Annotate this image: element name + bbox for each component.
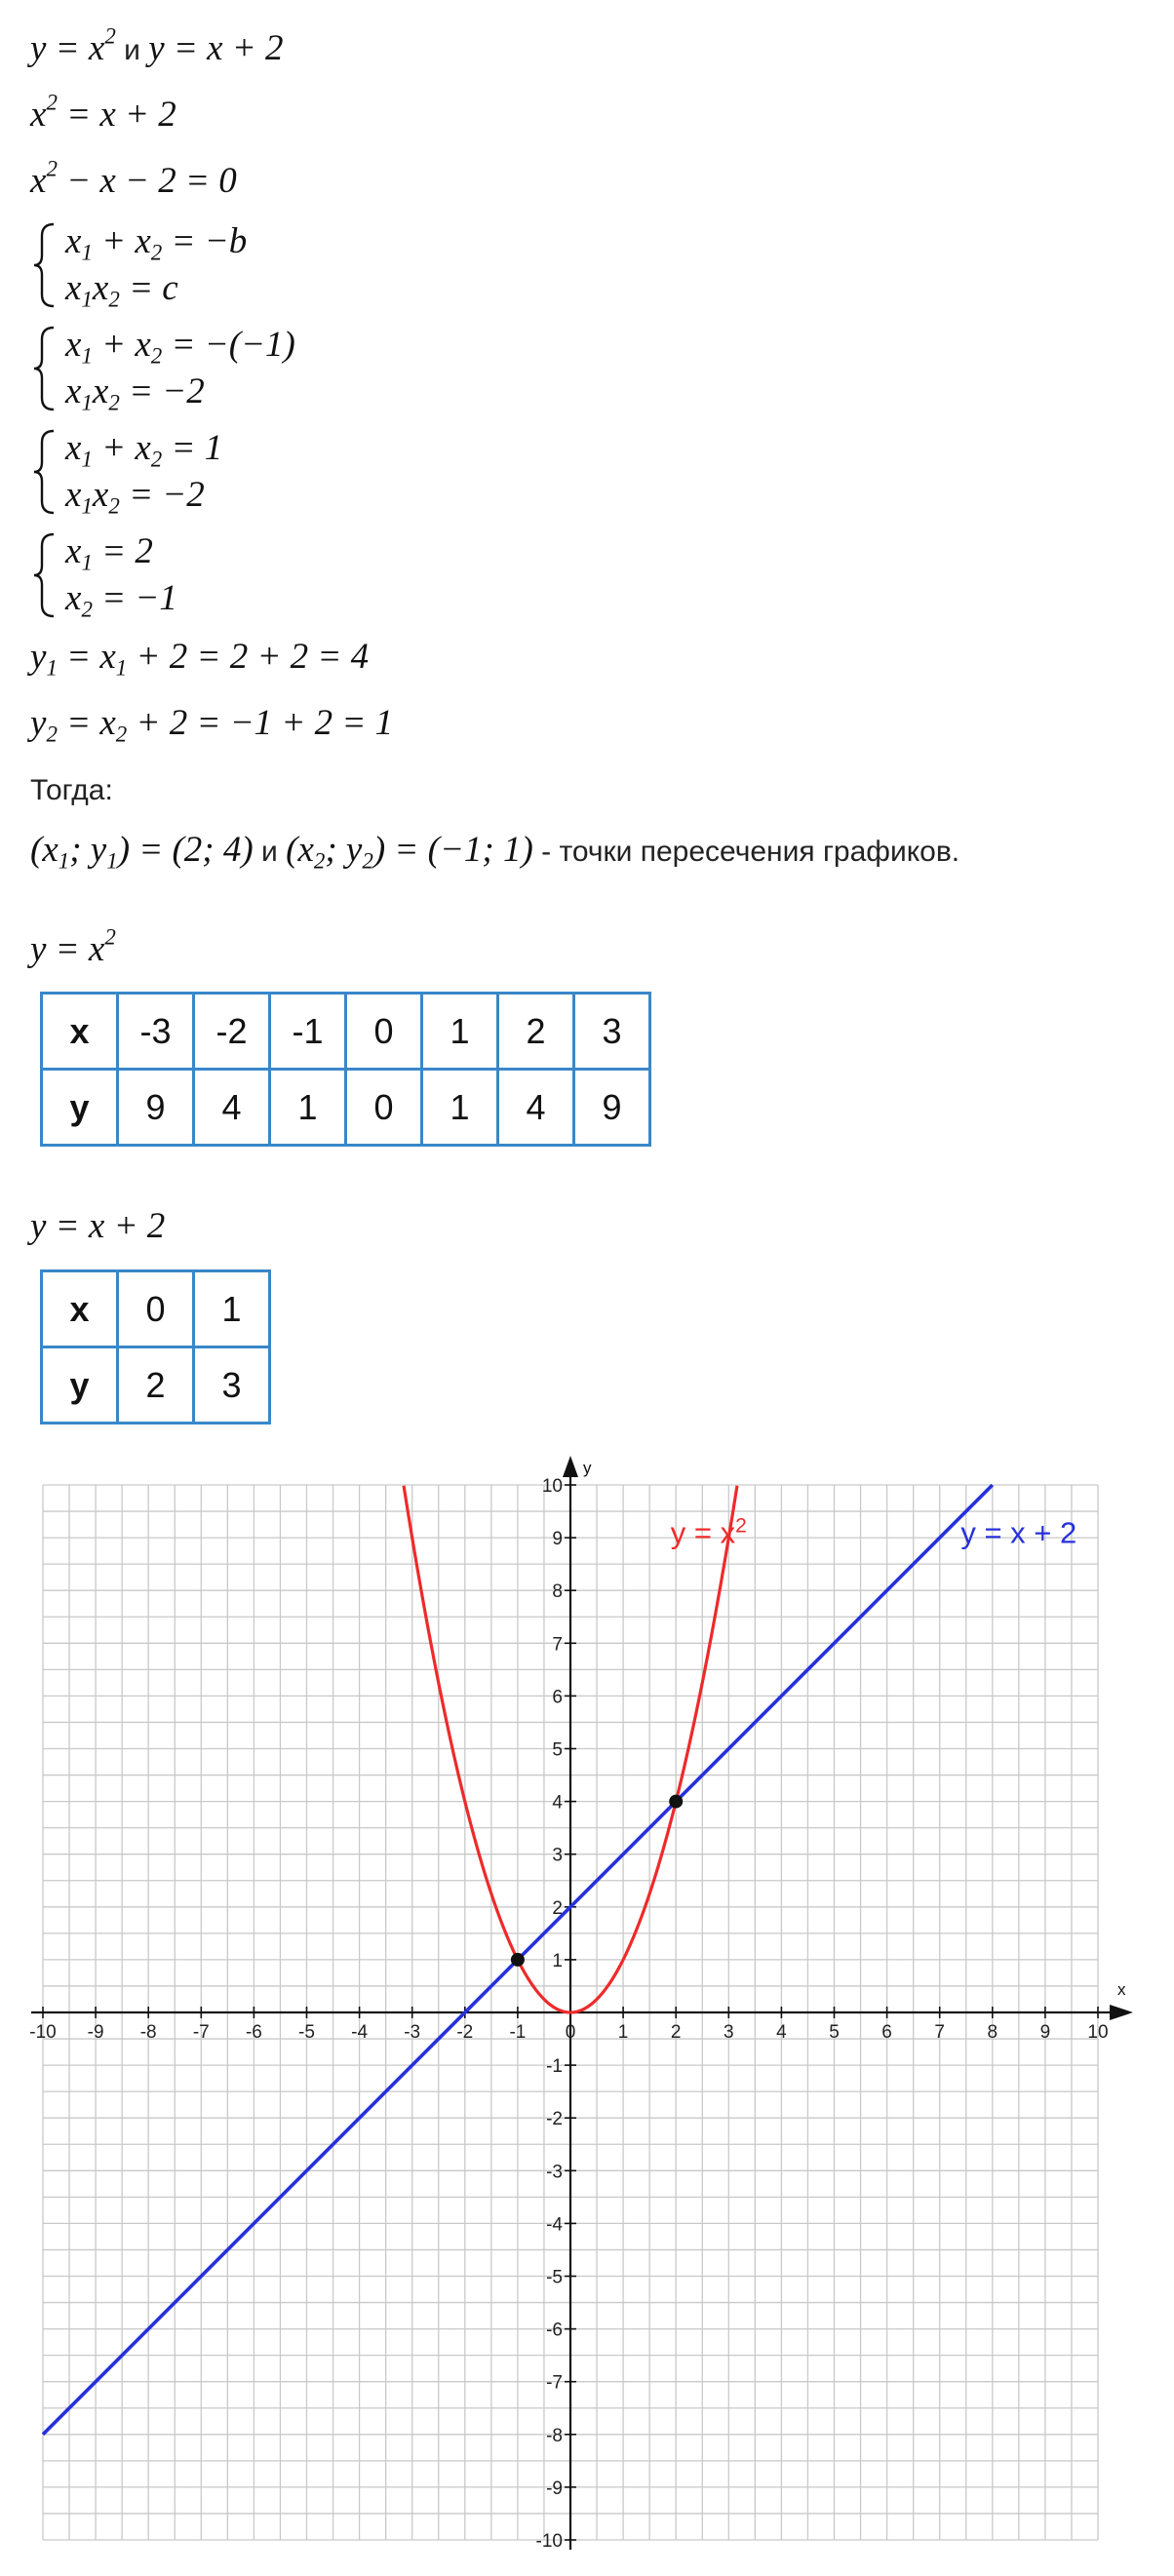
subscript: 1 (81, 240, 93, 265)
x-tick-label: -6 (245, 2022, 262, 2043)
term: = −b (162, 221, 248, 261)
table-cell: -3 (118, 994, 194, 1070)
term: + x (92, 325, 151, 365)
x-tick-label: 0 (565, 2022, 576, 2043)
system-row (65, 530, 153, 575)
term: = −2 (119, 371, 205, 411)
subscript: 2 (313, 848, 326, 874)
table-cell: 9 (118, 1070, 194, 1146)
subscript: 1 (81, 493, 93, 519)
term: (x (286, 830, 314, 870)
table-cell: 1 (422, 1070, 498, 1146)
system-row (65, 474, 205, 519)
equation-part: = x + 2 (57, 95, 176, 135)
x-tick-label: 2 (670, 2022, 682, 2043)
exponent: 2 (46, 90, 58, 115)
brace-icon (30, 220, 59, 310)
x-tick-label: 10 (1087, 2022, 1109, 2043)
x-tick-label: 8 (987, 2022, 998, 2043)
parabola-label: $y = x^2$ (670, 1514, 747, 1550)
subscript: 1 (81, 390, 93, 415)
term: (x (30, 830, 59, 870)
table1-caption (30, 924, 116, 970)
term: + 2 = 2 + 2 = 4 (127, 637, 370, 677)
table-cell: 0 (346, 994, 422, 1070)
subscript: 1 (81, 447, 93, 472)
y-tick-label: 4 (552, 1792, 563, 1814)
subscript: 2 (108, 390, 120, 415)
term: x (65, 531, 82, 571)
term: = −(−1) (162, 325, 295, 365)
x-tick-label: -9 (87, 2022, 104, 2043)
term: + x (92, 428, 151, 468)
term: = 2 (92, 531, 153, 571)
table-cell: -2 (194, 994, 270, 1070)
term: x (65, 221, 82, 261)
x-tick-label: -2 (456, 2022, 474, 2043)
equation-line (30, 90, 176, 136)
y-tick-label: -10 (535, 2531, 563, 2552)
term: ) = (−1; 1) (372, 830, 533, 870)
x-tick-label: 4 (776, 2022, 787, 2043)
y-tick-label: -8 (546, 2425, 563, 2446)
subscript: 1 (106, 848, 118, 874)
system-row (65, 371, 205, 415)
y-tick-label: -6 (546, 2320, 563, 2341)
term: x (92, 268, 109, 308)
subscript: 2 (108, 287, 120, 312)
x-tick-label: 3 (724, 2022, 734, 2043)
subscript: 2 (108, 493, 120, 519)
exponent: 2 (104, 23, 116, 49)
subscript: 2 (150, 447, 163, 472)
term: = 1 (162, 428, 223, 468)
y-tick-label: 10 (541, 1476, 563, 1497)
table-row-x (42, 994, 650, 1070)
system-row (65, 220, 248, 265)
subscript: 1 (115, 655, 128, 681)
y-tick-label: -1 (546, 2056, 563, 2078)
y-tick-label: 9 (552, 1529, 563, 1550)
exponent: 2 (46, 156, 58, 181)
table-cell: 0 (118, 1271, 194, 1347)
x-tick-label: -5 (298, 2022, 315, 2043)
system-row (65, 324, 295, 369)
values-table-parabola (40, 992, 651, 1147)
y-tick-label: 7 (552, 1634, 563, 1656)
term: + 2 = −1 + 2 = 1 (127, 703, 394, 743)
term: y = x (30, 929, 105, 969)
y-tick-label: 3 (552, 1845, 563, 1866)
subscript: 2 (81, 597, 93, 622)
table-cell: 9 (574, 1070, 650, 1146)
values-table-line (40, 1269, 271, 1425)
table2-caption: y = x + 2 (30, 1206, 166, 1246)
y1-computation (30, 636, 370, 681)
y2-computation (30, 702, 394, 747)
y-axis-label: y (583, 1459, 592, 1477)
term: = −1 (92, 578, 177, 618)
conclusion-text: - точки пересечения графиков. (532, 836, 960, 868)
table-cell: 4 (498, 1070, 574, 1146)
quadratic-equation (30, 156, 237, 202)
table-cell: 3 (574, 994, 650, 1070)
table-cell: 4 (194, 1070, 270, 1146)
conjunction: и (115, 34, 149, 66)
term: x (92, 371, 109, 411)
x-tick-label: -7 (192, 2022, 210, 2043)
term: ) = (2; 4) (117, 830, 254, 870)
subscript: 1 (81, 287, 93, 312)
y-tick-label: 8 (552, 1581, 563, 1603)
term: x (65, 475, 82, 515)
term: y (30, 637, 47, 677)
x-axis-arrow-icon (1110, 2005, 1133, 2020)
x-tick-label: 7 (934, 2022, 945, 2043)
table-row-y (42, 1070, 650, 1146)
table-row-x (42, 1271, 270, 1347)
term: x (92, 475, 109, 515)
term: = −2 (119, 475, 205, 515)
x-tick-label: -10 (29, 2022, 57, 2043)
subscript: 1 (81, 343, 93, 369)
exponent: 2 (104, 924, 116, 950)
x-tick-label: 6 (881, 2022, 892, 2043)
term: x (65, 371, 82, 411)
table-cell: 2 (118, 1347, 194, 1424)
subscript: 1 (81, 550, 93, 575)
y-tick-label: -5 (546, 2267, 563, 2288)
table-cell: x (42, 994, 118, 1070)
line-label: y = x + 2 (960, 1515, 1077, 1550)
x-tick-label: -3 (404, 2022, 421, 2043)
x-tick-label: -1 (509, 2022, 527, 2043)
table-cell: x (42, 1271, 118, 1347)
term: x (65, 578, 82, 618)
table-cell: 1 (422, 994, 498, 1070)
intersection-points-line (30, 829, 960, 874)
term: = c (119, 268, 178, 308)
table-cell: 0 (346, 1070, 422, 1146)
y-tick-label: -7 (546, 2372, 563, 2394)
brace-icon (30, 530, 59, 620)
subscript: 2 (150, 240, 163, 265)
y-tick-label: -9 (546, 2478, 563, 2499)
x-tick-label: -4 (351, 2022, 369, 2043)
equation-part: x (30, 95, 47, 135)
y-tick-label: -2 (546, 2109, 563, 2130)
subscript: 2 (362, 848, 373, 874)
subscript: 1 (46, 655, 58, 681)
equation-part: − x − 2 = 0 (57, 161, 237, 201)
equation-system-statement (30, 23, 284, 69)
system-row (65, 267, 178, 312)
equation-part: y = x + 2 (148, 28, 284, 68)
y-tick-label: 2 (552, 1897, 563, 1919)
brace-icon (30, 324, 59, 413)
table-row-y (42, 1347, 270, 1424)
x-axis-label: x (1117, 1980, 1126, 1999)
then-label: Тогда: (30, 774, 113, 806)
x-tick-label: 1 (617, 2022, 629, 2043)
table-cell: y (42, 1070, 118, 1146)
y-tick-label: 6 (552, 1687, 563, 1708)
brace-icon (30, 427, 59, 517)
x-tick-label: 9 (1039, 2022, 1051, 2043)
table-cell: y (42, 1347, 118, 1424)
term: x (65, 428, 82, 468)
table-cell: 3 (194, 1347, 270, 1424)
function-graph (0, 1441, 1174, 2576)
intersection-point (669, 1795, 683, 1809)
system-row (65, 577, 177, 622)
conjunction: и (253, 836, 287, 868)
subscript: 1 (58, 848, 70, 874)
equation-part: x (30, 161, 47, 201)
y-axis-arrow-icon (563, 1456, 578, 1477)
y-tick-label: 1 (552, 1950, 563, 1971)
table-cell: 2 (498, 994, 574, 1070)
table-cell: -1 (270, 994, 346, 1070)
subscript: 2 (46, 722, 58, 747)
y-tick-label: 5 (552, 1739, 563, 1761)
term: x (65, 268, 82, 308)
system-row (65, 427, 223, 472)
subscript: 2 (115, 722, 128, 747)
term: = x (57, 637, 116, 677)
term: x (65, 325, 82, 365)
term: y (30, 703, 47, 743)
equation-part: y = x (30, 28, 105, 68)
x-tick-label: 5 (829, 2022, 840, 2043)
subscript: 2 (150, 343, 163, 369)
table-cell: 1 (270, 1070, 346, 1146)
term: = x (57, 703, 116, 743)
y-tick-label: -3 (546, 2162, 563, 2183)
term: + x (92, 221, 151, 261)
x-tick-label: -8 (139, 2022, 157, 2043)
intersection-point (511, 1953, 525, 1967)
term: ; y (69, 830, 107, 870)
table-cell: 1 (194, 1271, 270, 1347)
y-tick-label: -4 (546, 2214, 563, 2236)
term: ; y (325, 830, 363, 870)
